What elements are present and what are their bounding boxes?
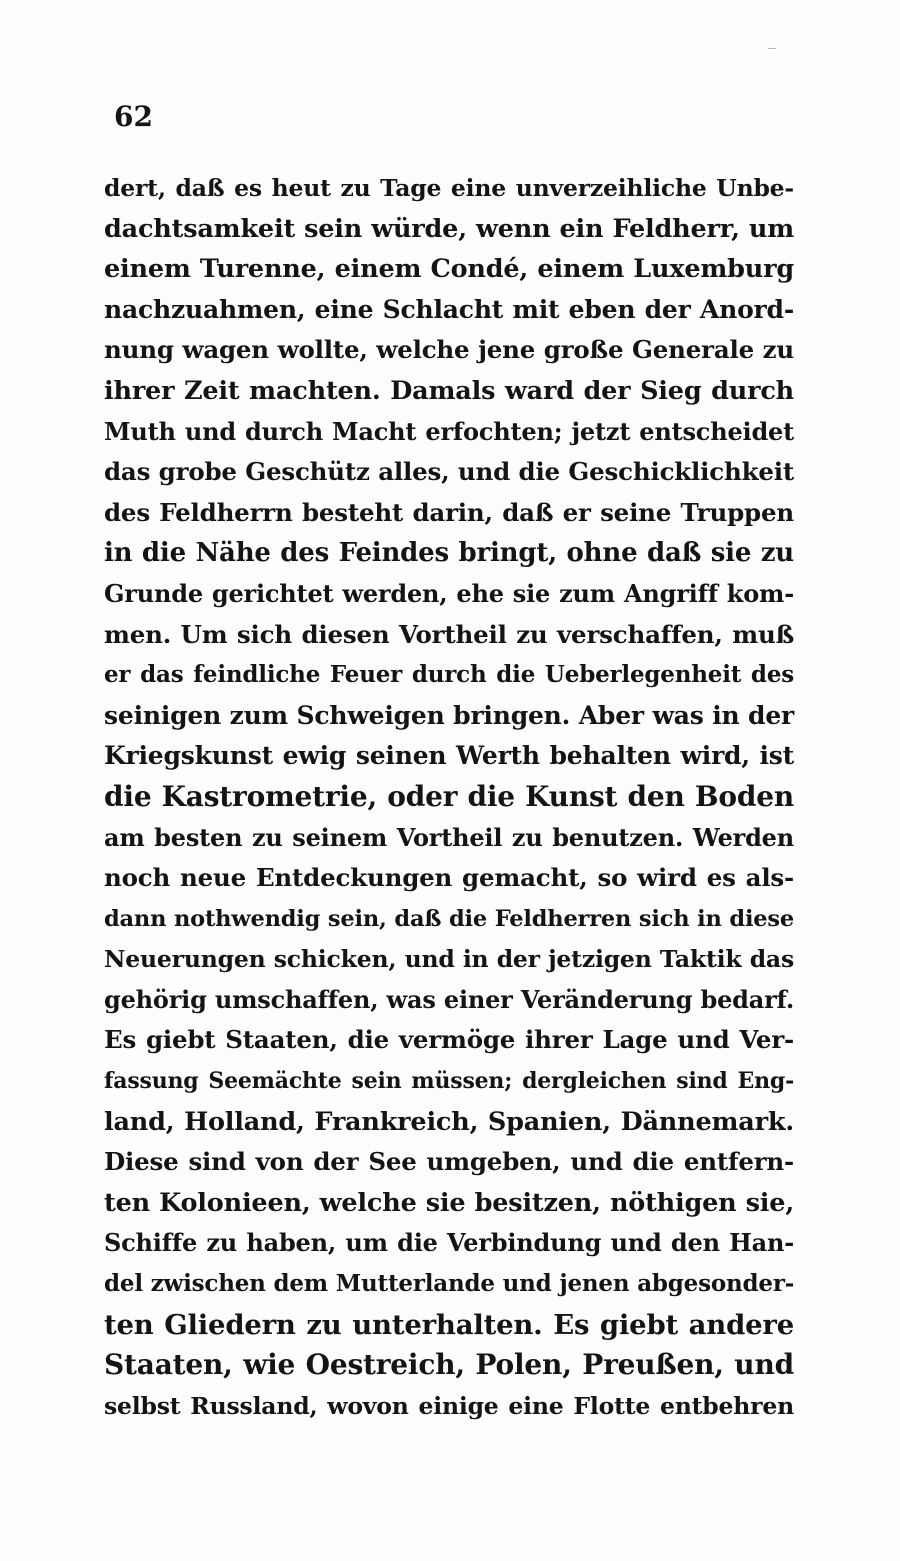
text-line: land, Holland, Frankreich, Spanien, Dännemark. bbox=[104, 1106, 794, 1137]
text-line: fassung Seemächte sein müssen; dergleichen sind Eng- bbox=[104, 1068, 794, 1095]
text-line: dert, daß es heut zu Tage eine unverzeihliche Unbe- bbox=[104, 174, 794, 202]
text-line: Schiffe zu haben, um die Verbindung und den Han- bbox=[104, 1228, 794, 1258]
text-line: Neuerungen schicken, und in der jetzigen Taktik das bbox=[104, 945, 794, 974]
text-line: selbst Russland, wovon einige eine Flotte entbehren bbox=[104, 1391, 794, 1420]
scan-mark bbox=[768, 48, 776, 49]
text-line: ten Kolonieen, welche sie besitzen, nöthigen sie, bbox=[104, 1187, 794, 1218]
page-number: 62 bbox=[114, 100, 153, 133]
text-line: nachzuahmen, eine Schlacht mit eben der Anord- bbox=[104, 294, 794, 324]
text-line: men. Um sich diesen Vortheil zu verschaffen, muß bbox=[104, 619, 794, 649]
text-line: ten Gliedern zu unterhalten. Es giebt andere bbox=[104, 1308, 794, 1341]
text-line: dann nothwendig sein, daß die Feldherren sich in diese bbox=[104, 905, 794, 932]
text-line: Muth und durch Macht erfochten; jetzt entscheidet bbox=[104, 416, 794, 446]
body-text bbox=[104, 168, 794, 1426]
text-line: ihrer Zeit machten. Damals ward der Sieg durch bbox=[104, 375, 794, 406]
text-line: Es giebt Staaten, die vermöge ihrer Lage und Ver- bbox=[104, 1025, 794, 1055]
text-line: del zwischen dem Mutterlande und jenen abgesonder- bbox=[104, 1270, 795, 1298]
text-line: er das feindliche Feuer durch die Ueberlegenheit des bbox=[104, 661, 794, 689]
text-line: Staaten, wie Oestreich, Polen, Preußen, und bbox=[104, 1348, 794, 1382]
text-line: seinigen zum Schweigen bringen. Aber was in der bbox=[104, 700, 794, 730]
text-line: am besten zu seinem Vortheil zu benutzen. Werden bbox=[104, 822, 794, 852]
text-line: Kriegskunst ewig seinen Werth behalten wird, ist bbox=[104, 741, 794, 771]
text-line: nung wagen wollte, welche jene große Generale zu bbox=[104, 335, 794, 365]
text-line: dachtsamkeit sein würde, wenn ein Feldherr, um bbox=[104, 213, 794, 244]
text-line: die Kastrometrie, oder die Kunst den Boden bbox=[104, 779, 794, 813]
text-line: Diese sind von der See umgeben, und die entfern- bbox=[104, 1147, 794, 1177]
text-line: gehörig umschaffen, was einer Veränderung bedarf. bbox=[104, 984, 794, 1014]
text-line: noch neue Entdeckungen gemacht, so wird es als- bbox=[104, 863, 794, 893]
text-line: in die Nähe des Feindes bringt, ohne daß sie zu bbox=[104, 538, 794, 569]
text-line: einem Turenne, einem Condé, einem Luxemburg bbox=[104, 254, 794, 285]
text-line: Grunde gerichtet werden, ehe sie zum Angriff kom- bbox=[104, 578, 794, 608]
text-line: des Feldherrn besteht darin, daß er seine Truppen bbox=[104, 497, 794, 527]
text-line: das grobe Geschütz alles, und die Geschicklichkeit bbox=[104, 457, 794, 487]
